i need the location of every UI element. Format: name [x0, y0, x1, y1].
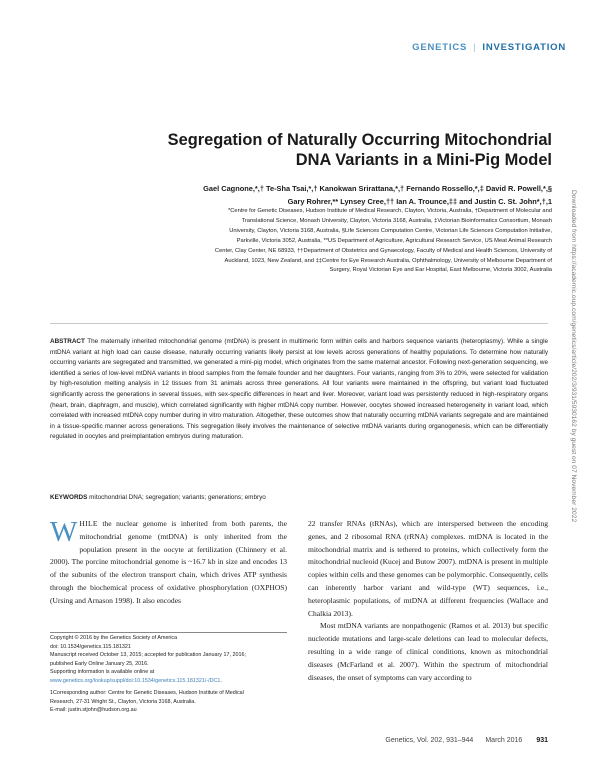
- affiliation-line-6: Auckland, 1023, New Zealand, and ‡‡Centre for Eye Research Australia, Ophthalmology, University of Melbourne Department of: [224, 257, 552, 264]
- corresponding-address: Research, 27-31 Wright St., Clayton, Victoria 3168, Australia.: [50, 698, 196, 705]
- doi-note: doi: 10.1534/genetics.115.181321: [50, 643, 131, 650]
- footnotes: [50, 634, 287, 715]
- issue-date: March 2016: [485, 737, 523, 744]
- page-number: 931: [536, 737, 548, 744]
- journal-citation: Genetics, Vol. 202, 931–944: [385, 737, 474, 744]
- journal-header: [412, 42, 566, 53]
- left-column-text: the nuclear genome is inherited from both parents, the mitochondrial genome (mtDNA) is only inherited from the population present in the oocyte at fertilization (Chinnery et al. 2000). The porcine mitochondrial genome is ~16.7 kb in size and encodes 13 of the subunits of the electron transport chain, which drives ATP synthesis through the biochemical process of oxidative phosphorylation (OXPHOS) (Ursing and Arnason 1998). It also encodes: [50, 519, 287, 605]
- supporting-info-suffix: .: [220, 677, 222, 684]
- affiliation-line-3: University, Clayton, Victoria 3168, Australia, §Life Sciences Computation Centre, Victorian Life Sciences Computation Initiative,: [229, 227, 552, 234]
- supporting-info-link[interactable]: www.genetics.org/lookup/suppl/doi:10.1534/genetics.115.181321/-/DC1: [50, 677, 221, 684]
- author-email[interactable]: E-mail: justin.stjohn@hudson.org.au: [50, 707, 137, 713]
- header-separator: |: [473, 42, 477, 53]
- keywords-text: mitochondrial DNA; segregation; variants; generations; embryo: [89, 494, 266, 501]
- footnote-divider: [50, 632, 287, 633]
- author-list: [82, 183, 552, 208]
- supporting-info-note: [50, 668, 287, 685]
- right-column-paragraph-2: Most mtDNA variants are nonpathogenic (Ramos et al. 2013) but specific nucleotide mutations and large-scale deletions can lead to molecular defects, resulting in a wide range of clinical conditions, known as mitochondrial diseases (McFarland et al. 2007). Within the spectrum of mitochondrial diseases, the onset of symptoms can vary according to: [308, 621, 548, 682]
- article-title: [82, 130, 552, 170]
- body-column-left: [50, 518, 287, 608]
- title-line-1: Segregation of Naturally Occurring Mitochondrial: [167, 131, 552, 149]
- affiliation-line-4: Parkville, Victoria 3052, Australia, **US Department of Agriculture, Agricultural Research Service, US Meat Animal Research: [236, 237, 552, 244]
- keywords: [50, 494, 548, 501]
- affiliation-line-5: Center, Clay Center, NE 68933, ††Department of Obstetrics and Gynaecology, Faculty of Medical and Health Sciences, University of: [214, 247, 552, 254]
- affiliation-line-7: Surgery, Royal Victorian Eye and Ear Hospital, East Melbourne, Victoria 3002, Australia: [329, 267, 552, 274]
- abstract-divider: [50, 323, 548, 324]
- abstract-label: ABSTRACT: [50, 338, 85, 345]
- authors-line-2: Gary Rohrer,** Lynsey Cree,†† Ian A. Trounce,‡‡ and Justin C. St. John*,†,1: [287, 196, 552, 206]
- affiliations: [100, 207, 552, 276]
- abstract: [50, 337, 548, 443]
- download-watermark: [566, 190, 578, 620]
- affiliation-line-1: *Centre for Genetic Diseases, Hudson Institute of Medical Research, Clayton, Victoria, Australia, †Department of Molecular and: [228, 208, 552, 214]
- title-line-2: DNA Variants in a Mini-Pig Model: [295, 151, 552, 169]
- page-footer: [385, 737, 548, 744]
- journal-section: GENETICS: [412, 42, 468, 53]
- keywords-label: KEYWORDS: [50, 494, 88, 501]
- abstract-text: The maternally inherited mitochondrial genome (mtDNA) is present in multimeric form within cells and harbors sequence variants (heteroplasmy). While a single mtDNA variant at high load can cause disease, naturally occurring variants likely persist at low levels across generations of healthy populations. To determine how naturally occurring variants are segregated and transmitted, we generated a mini-pig model, which originates from the same maternal ancestor. Following next-generation sequencing, we identified a series of low-level mtDNA variants in blood samples from the female founder and her daughters. Four variants, ranging from 3% to 20%, were selected for validation by high-resolution melting analysis in 12 tissues from 31 animals across three generations. All four variants were maintained in the offspring, but variant load fluctuated significantly across the generations in several tissues, with sex-specific differences in heart and liver. Moreover, variant load was persistently reduced in high-respiratory organs (heart, brain, diaphragm, and muscle), which correlated significantly with higher mtDNA copy number. However, oocytes showed increased heterogeneity in variant load, which correlated with increased mtDNA copy number during in vitro maturation. Altogether, these outcomes show that naturally occurring mtDNA variants segregate and are maintained in a tissue-specific manner across generations. This segregation likely involves the maintenance of selective mtDNA variants during organogenesis, which can be differentially regulated in oocytes and preimplantation embryos during maturation.: [50, 338, 549, 441]
- supporting-info-prefix: Supporting information is available online at: [50, 669, 155, 675]
- authors-line-1: Gael Cagnone,*,† Te-Sha Tsai,*,† Kanokwan Srirattana,*,† Fernando Rossello,*,‡ David R. Powell,*,§: [203, 184, 552, 193]
- affiliation-line-2: Translational Science, Monash University, Clayton, Victoria 3168, Australia, ‡Victorian Bioinformatics Consortium, Monash: [241, 217, 552, 224]
- received-note: Manuscript received October 13, 2015; accepted for publication January 17, 2016;: [50, 652, 246, 658]
- copyright-note: Copyright © 2016 by the Genetics Society of America: [50, 635, 178, 641]
- published-note: published Early Online January 25, 2016.: [50, 660, 149, 667]
- article-category: INVESTIGATION: [482, 42, 566, 53]
- drop-cap: W: [50, 516, 78, 548]
- right-column-paragraph-1: 22 transfer RNAs (tRNAs), which are interspersed between the encoding genes, and 2 ribosomal RNA (rRNA) complexes. mtDNA is located in the mitochondrial matrix and is tethered to proteins, which collectively form the mitochondrial nucleoid (Kucej and Butow 2007). mtDNA is present in multiple copies within cells and these genomes can be polymorphic. Consequently, cells can inherently harbor variant and wild-type (WT) sequences, i.e., heteroplasmic populations, of mtDNA at different frequencies (Wallace and Chalkia 2013).: [308, 519, 548, 618]
- download-note: Downloaded from https://academic.oup.com/genetics/article/202/3/931/5930162 by guest on 07 November 2022: [570, 190, 577, 523]
- corresponding-author-note: 1Corresponding author: Centre for Genetic Diseases, Hudson Institute of Medical: [50, 690, 244, 696]
- lead-word: HILE: [79, 519, 98, 528]
- body-column-right: [308, 518, 548, 684]
